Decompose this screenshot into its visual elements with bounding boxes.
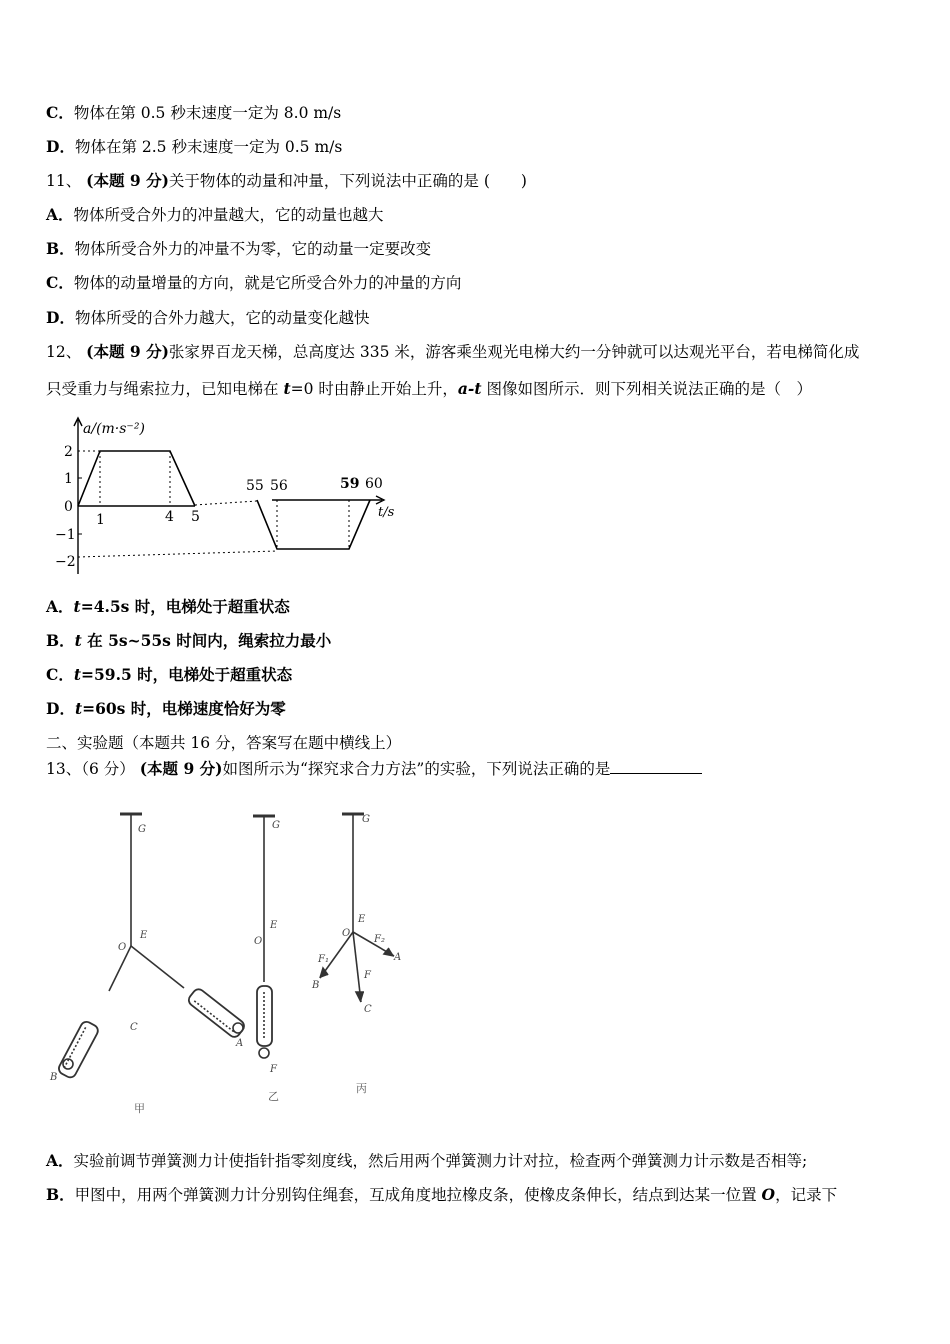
option-text: ，记录下 (775, 1186, 838, 1204)
question-number: 13、 (46, 760, 82, 778)
a-t-graph (52, 414, 412, 584)
tick-label-t55: 55 (246, 478, 264, 494)
q10-option-d (46, 137, 342, 157)
label-c-jia: C (130, 1022, 138, 1033)
option-text: 物体所受合外力的冲量不为零，它的动量一定要改变 (74, 240, 432, 258)
t-axis-label: t/s (378, 505, 395, 520)
option-text: 物体在第 0.5 秒末速度一定为 8.0 m/s (73, 104, 342, 122)
option-text: 物体的动量增量的方向，就是它所受合外力的冲量的方向 (73, 274, 462, 292)
label-g-jia: G (138, 824, 146, 835)
question-text: =0 时由静止开始上升， (290, 380, 458, 398)
option-label: D． (46, 699, 75, 718)
label-f-bing: F (364, 970, 371, 981)
label-c-bing: C (364, 1004, 372, 1015)
option-label: A． (46, 205, 74, 224)
tick-label-a2: 2 (64, 444, 73, 460)
option-label: A． (46, 1151, 74, 1170)
option-label: C． (46, 665, 74, 684)
variable-t: t (73, 665, 82, 684)
option-label: C． (46, 103, 74, 122)
tick-label-t5: 5 (191, 509, 200, 525)
tick-label-a1: 1 (64, 471, 73, 487)
option-label: B． (46, 631, 75, 650)
tick-label-t59: 59 (340, 476, 360, 492)
variable-t: t (73, 597, 81, 616)
option-label: B． (46, 1185, 75, 1204)
option-text: 甲图中，用两个弹簧测力计分别钩住绳套，互成角度地拉橡皮条，使橡皮条伸长，结点到达某一位置 (74, 1186, 762, 1204)
option-text: 在 5s~55s 时间内，绳索拉力最小 (81, 631, 332, 650)
q13-option-b (46, 1185, 837, 1205)
t-axis-dashed (195, 501, 257, 505)
label-f2-bing: F₂ (374, 934, 385, 945)
a-t-curve-rise (78, 451, 195, 506)
q12-stem-line2 (46, 379, 812, 399)
variable-t: t (74, 631, 82, 650)
label-o-yi: O (254, 936, 263, 947)
spring-scale-middle (257, 986, 272, 1058)
option-text: 实验前调节弹簧测力计使指针指零刻度线，然后用两个弹簧测力计对拉，检查两个弹簧测力计示数是否相等; (73, 1152, 808, 1170)
question-tag: (本题 9 分) (86, 171, 169, 190)
question-text: 如图所示为“探究求合力方法”的实验，下列说法正确的是 (222, 760, 611, 778)
variable-t: t (74, 699, 83, 718)
label-b-jia: B (50, 1072, 58, 1083)
section-heading: 二、实验题（本题共 16 分，答案写在题中横线上） (46, 734, 402, 752)
label-g-yi: G (272, 820, 280, 831)
option-label: C． (46, 273, 74, 292)
label-o-bing: O (342, 928, 351, 939)
tick-label-t60: 60 (365, 476, 383, 492)
tick-label-a0: 0 (64, 499, 73, 515)
q10-option-c (46, 103, 341, 123)
caption-yi: 乙 (268, 1090, 279, 1103)
option-text: =60s 时，电梯速度恰好为零 (82, 699, 286, 718)
q13-stem (46, 759, 702, 779)
variable-t: t (283, 379, 291, 398)
question-tag: (本题 9 分) (139, 759, 223, 778)
variable-a-t: a-t (457, 379, 482, 398)
question-text: 张家界百龙天梯，总高度达 335 米，游客乘坐观光电梯大约一分钟就可以达观光平台，若电梯简化成 (168, 343, 860, 361)
q12-option-c (46, 665, 292, 685)
a-t-curve-fall (257, 500, 370, 549)
q12-option-b (46, 631, 331, 651)
q12-stem-line1 (46, 342, 859, 362)
force-apparatus-figure (44, 806, 424, 1120)
question-tag: (本题 9 分) (86, 342, 169, 361)
string-right-jia (131, 946, 184, 988)
label-g-bing: G (362, 814, 370, 825)
option-label: A． (46, 597, 74, 616)
guide-a-minus2 (78, 551, 277, 557)
question-number: 11、 (46, 172, 82, 190)
caption-jia: 甲 (134, 1102, 145, 1115)
q11-stem (46, 171, 527, 191)
a-axis-label: a/(m·s⁻²) (83, 421, 145, 437)
variable-o: O (761, 1185, 776, 1204)
tick-label-a-minus1: −1 (55, 527, 76, 543)
spring-scale-right (186, 987, 246, 1039)
tick-label-t1: 1 (96, 512, 105, 528)
label-f-yi: F (270, 1064, 277, 1075)
q13-option-a (46, 1151, 807, 1171)
q11-option-d (46, 308, 369, 328)
option-label: B． (46, 239, 75, 258)
question-score: （6 分） (81, 760, 135, 778)
option-label: D． (46, 137, 75, 156)
tick-label-t56: 56 (270, 478, 288, 494)
option-label: D． (46, 308, 75, 327)
arrow-head-f2 (384, 948, 394, 956)
spring-scale-left (57, 1020, 100, 1080)
label-a-bing: A (394, 952, 402, 963)
question-text: 关于物体的动量和冲量，下列说法中正确的是 ( ) (168, 172, 527, 190)
q11-option-a (46, 205, 384, 225)
label-e-bing: E (358, 914, 366, 925)
label-e-jia: E (140, 930, 148, 941)
question-text: 图像如图所示．则下列相关说法正确的是（ ） (481, 380, 812, 398)
option-text: 物体在第 2.5 秒末速度一定为 0.5 m/s (74, 138, 343, 156)
option-text: =59.5 时，电梯处于超重状态 (81, 665, 293, 684)
tick-label-t4: 4 (165, 509, 174, 525)
label-o-jia: O (118, 942, 127, 953)
question-text: 只受重力与绳索拉力，已知电梯在 (46, 380, 284, 398)
question-number: 12、 (46, 343, 82, 361)
label-f1-bing: F₁ (318, 954, 329, 965)
tick-label-a-minus2: −2 (55, 554, 76, 570)
q12-option-d (46, 699, 286, 719)
caption-bing: 丙 (356, 1082, 367, 1095)
q11-option-b (46, 239, 431, 259)
answer-blank[interactable] (610, 759, 702, 774)
option-text: 物体所受合外力的冲量越大，它的动量也越大 (73, 206, 384, 224)
label-a-jia: A (236, 1038, 244, 1049)
label-b-bing: B (312, 980, 320, 991)
label-e-yi: E (270, 920, 278, 931)
q12-option-a (46, 597, 290, 617)
q11-option-c (46, 273, 461, 293)
arrow-head-f (356, 992, 364, 1002)
option-text: =4.5s 时，电梯处于超重状态 (80, 597, 290, 616)
option-text: 物体所受的合外力越大，它的动量变化越快 (74, 309, 370, 327)
